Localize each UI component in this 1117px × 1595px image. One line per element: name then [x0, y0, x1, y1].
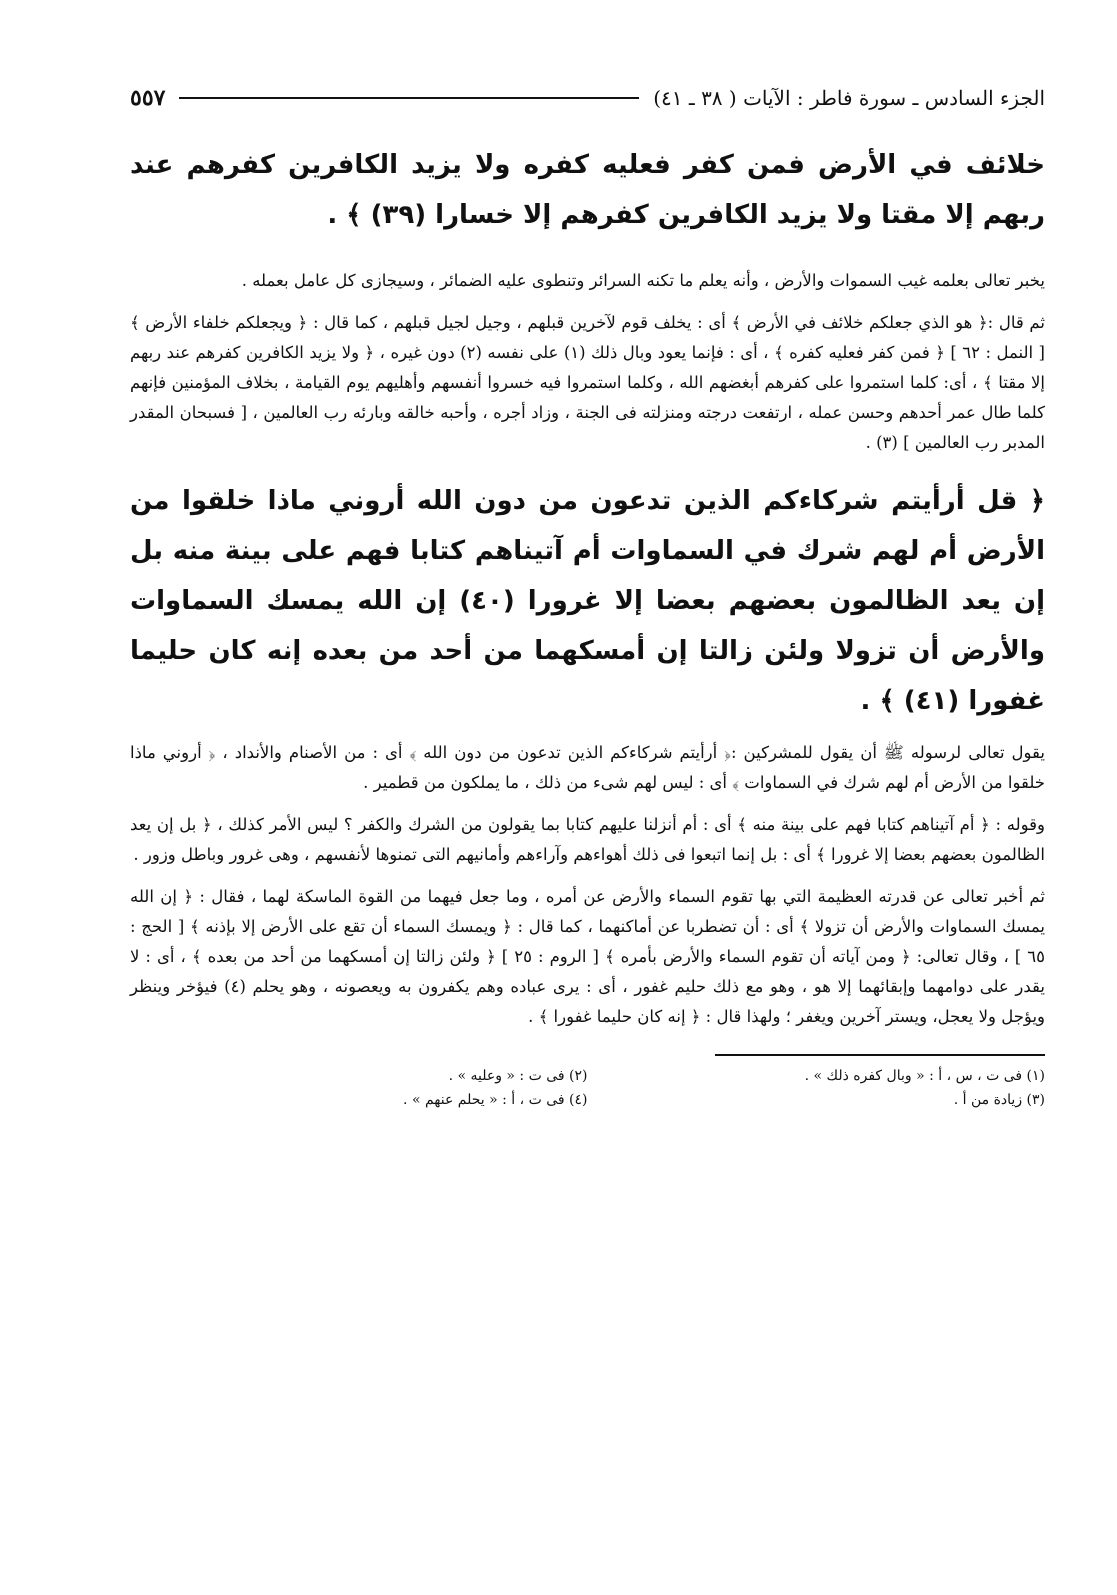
footnote-2: (٢) فى ت : « وعليه » . [448, 1068, 588, 1084]
footnotes [130, 1054, 1045, 1112]
header-title: الجزء السادس ـ سورة فاطر : الآيات ( ٣٨ ـ ٤١) [653, 86, 1045, 110]
footnote-1: (١) فى ت ، س ، أ : « وبال كفره ذلك » . [804, 1068, 1045, 1084]
tafsir-paragraph-1: يخبر تعالى بعلمه غيب السموات والأرض ، وأنه يعلم ما تكنه السرائر وتنطوى عليه الضمائر ، وسيجازى كل عامل بعمله . [241, 271, 1045, 290]
quran-verses-40-41: ﴿ قل أرأيتم شركاءكم الذين تدعون من دون الله أروني ماذا خلقوا من الأرض أم لهم شرك في السماوات أم آتيناهم كتابا فهم على بينة منه بل إن يعد الظالمون بعضهم بعضا إلا غرورا (٤٠) إن الله يمسك السماوات والأرض أن تزولا ولئن زالتا إن أمسكهما من أحد من بعده إنه كان حليما غفورا (٤١) ﴾ . [130, 486, 1045, 716]
header-rule [179, 97, 639, 99]
footnote-4: (٤) فى ت ، أ : « يحلم عنهم » . [403, 1092, 588, 1108]
quran-verse-39: خلائف في الأرض فمن كفر فعليه كفره ولا يزيد الكافرين كفرهم عند ربهم إلا مقتا ولا يزيد الكافرين كفرهم إلا خسارا (٣٩) ﴾ . [130, 150, 1045, 230]
running-header [130, 78, 1045, 118]
footnote-3: (٣) زيادة من أ . [953, 1092, 1045, 1108]
tafsir-paragraph-4: وقوله : ﴿ أم آتيناهم كتابا فهم على بينة منه ﴾ أى : أم أنزلنا عليهم كتابا بما يقولون من الشرك والكفر ؟ ليس الأمر كذلك ، ﴿ بل إن يعد الظالمون بعضهم بعضا إلا غرورا ﴾ أى : بل إنما اتبعوا فى ذلك أهواءهم وآراءهم وأمانيهم التى تمنوها لأنفسهم ، وهى غرور وباطل وزور . [130, 815, 1045, 864]
tafsir-paragraph-3: يقول تعالى لرسوله ﷺ أن يقول للمشركين :﴿ أرأيتم شركاءكم الذين تدعون من دون الله ﴾ أى : من الأصنام والأنداد ، ﴿ أروني ماذا خلقوا من الأرض أم لهم شرك في السماوات ﴾ أى : ليس لهم شىء من ذلك ، ما يملكون من قطمير . [130, 743, 1045, 792]
tafsir-paragraph-5: ثم أخبر تعالى عن قدرته العظيمة التي بها تقوم السماء والأرض عن أمره ، وما جعل فيهما من القوة الماسكة لهما ، فقال : ﴿ إن الله يمسك السماوات والأرض أن تزولا ﴾ أى : أن تضطربا عن أماكنهما ، كما قال : ﴿ ويمسك السماء أن تقع على الأرض إلا بإذنه ﴾ [ الحج : ٦٥ ] ، وقال تعالى: ﴿ ومن آياته أن تقوم السماء والأرض بأمره ﴾ [ الروم : ٢٥ ] ﴿ ولئن زالتا إن أمسكهما من أحد من بعده ﴾ ، أى : لا يقدر على دوامهما وإبقائهما إلا هو ، وهو مع ذلك حليم غفور ، أى : يرى عباده وهم يكفرون به ويعصونه ، وهو يحلم (٤) فيؤخر وينظر ويؤجل ولا يعجل، ويستر آخرين ويغفر ؛ ولهذا قال : ﴿ إنه كان حليما غفورا ﴾ . [130, 887, 1046, 1026]
footnote-rule [715, 1054, 1045, 1056]
page-number: ٥٥٧ [130, 85, 166, 111]
tafsir-paragraph-2: ثم قال :﴿ هو الذي جعلكم خلائف في الأرض ﴾ أى : يخلف قوم لآخرين قبلهم ، وجيل لجيل قبلهم ، كما قال : ﴿ ويجعلكم خلفاء الأرض ﴾ [ النمل : ٦٢ ] ﴿ فمن كفر فعليه كفره ﴾ ، أى : فإنما يعود وبال ذلك (١) على نفسه (٢) دون غيره ، ﴿ ولا يزيد الكافرين كفرهم عند ربهم إلا مقتا ﴾ ، أى: كلما استمروا على كفرهم أبغضهم الله ، وكلما استمروا فيه خسروا أنفسهم وأهليهم يوم القيامة ، بخلاف المؤمنين فإنهم كلما طال عمر أحدهم وحسن عمله ، ارتفعت درجته ومنزلته فى الجنة ، وزاد أجره ، وأحبه خالقه وبارئه رب العالمين ، [ فسبحان المقدر المدبر رب العالمين ] (٣) . [130, 313, 1045, 452]
